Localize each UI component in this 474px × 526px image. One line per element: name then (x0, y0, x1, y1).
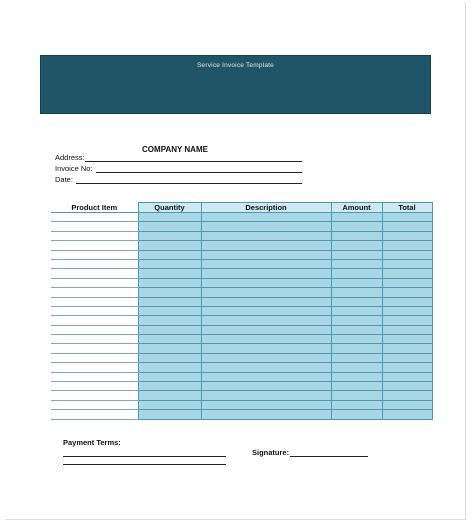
table-row (51, 410, 432, 419)
cell-total[interactable] (382, 269, 432, 278)
table-row (51, 335, 432, 344)
table-row (51, 222, 432, 231)
cell-product-item[interactable] (51, 213, 138, 222)
cell-quantity[interactable] (138, 259, 201, 268)
cell-quantity[interactable] (138, 241, 201, 250)
table-row (51, 363, 432, 372)
cell-total[interactable] (382, 335, 432, 344)
cell-product-item[interactable] (51, 259, 138, 268)
cell-description[interactable] (201, 241, 331, 250)
cell-quantity[interactable] (138, 288, 201, 297)
cell-product-item[interactable] (51, 400, 138, 409)
header-quantity: Quantity (138, 203, 201, 213)
cell-description[interactable] (201, 335, 331, 344)
table-row (51, 259, 432, 268)
cell-quantity[interactable] (138, 231, 201, 240)
cell-description[interactable] (201, 288, 331, 297)
cell-total[interactable] (382, 316, 432, 325)
cell-quantity[interactable] (138, 382, 201, 391)
cell-description[interactable] (201, 269, 331, 278)
cell-total[interactable] (382, 363, 432, 372)
cell-quantity[interactable] (138, 325, 201, 334)
table-body (51, 213, 432, 420)
header-description: Description (201, 203, 331, 213)
cell-description[interactable] (201, 363, 331, 372)
banner-title: Service Invoice Template (197, 62, 274, 69)
cell-total[interactable] (382, 391, 432, 400)
cell-amount[interactable] (331, 410, 382, 419)
cell-total[interactable] (382, 325, 432, 334)
table-row (51, 325, 432, 334)
cell-total[interactable] (382, 344, 432, 353)
date-line[interactable] (76, 183, 302, 184)
address-line[interactable] (85, 161, 302, 162)
cell-description[interactable] (201, 213, 331, 222)
cell-total[interactable] (382, 222, 432, 231)
cell-description[interactable] (201, 297, 331, 306)
cell-description[interactable] (201, 306, 331, 315)
header-amount: Amount (331, 203, 382, 213)
cell-amount[interactable] (331, 400, 382, 409)
cell-total[interactable] (382, 410, 432, 419)
cell-description[interactable] (201, 372, 331, 381)
cell-product-item[interactable] (51, 231, 138, 240)
table-row (51, 288, 432, 297)
cell-total[interactable] (382, 372, 432, 381)
cell-amount[interactable] (331, 306, 382, 315)
table-row (51, 372, 432, 381)
cell-quantity[interactable] (138, 400, 201, 409)
table-row (51, 306, 432, 315)
table-row (51, 382, 432, 391)
table-row (51, 353, 432, 362)
cell-description[interactable] (201, 344, 331, 353)
header-product-item: Product Item (51, 203, 138, 213)
cell-quantity[interactable] (138, 297, 201, 306)
cell-amount[interactable] (331, 297, 382, 306)
cell-amount[interactable] (331, 316, 382, 325)
cell-product-item[interactable] (51, 269, 138, 278)
cell-amount[interactable] (331, 372, 382, 381)
cell-product-item[interactable] (51, 344, 138, 353)
cell-amount[interactable] (331, 288, 382, 297)
cell-quantity[interactable] (138, 344, 201, 353)
table-row (51, 400, 432, 409)
table-row (51, 213, 432, 222)
cell-total[interactable] (382, 259, 432, 268)
cell-description[interactable] (201, 231, 331, 240)
cell-amount[interactable] (331, 241, 382, 250)
invoice-no-label: Invoice No: (55, 164, 93, 173)
cell-product-item[interactable] (51, 316, 138, 325)
payment-terms-label: Payment Terms: (63, 438, 121, 447)
payment-terms-line-1[interactable] (63, 456, 226, 457)
date-label: Date: (55, 175, 73, 184)
cell-product-item[interactable] (51, 222, 138, 231)
signature-line[interactable] (290, 456, 368, 457)
cell-product-item[interactable] (51, 278, 138, 287)
cell-amount[interactable] (331, 259, 382, 268)
signature-label: Signature: (252, 448, 290, 457)
cell-description[interactable] (201, 382, 331, 391)
cell-amount[interactable] (331, 335, 382, 344)
cell-description[interactable] (201, 316, 331, 325)
cell-quantity[interactable] (138, 363, 201, 372)
cell-amount[interactable] (331, 353, 382, 362)
payment-terms-line-2[interactable] (63, 464, 226, 465)
table-row (51, 316, 432, 325)
cell-total[interactable] (382, 241, 432, 250)
cell-amount[interactable] (331, 325, 382, 334)
cell-product-item[interactable] (51, 297, 138, 306)
table-row (51, 278, 432, 287)
cell-amount[interactable] (331, 213, 382, 222)
cell-total[interactable] (382, 400, 432, 409)
table-row (51, 231, 432, 240)
title-banner (40, 55, 431, 114)
table-row (51, 297, 432, 306)
cell-quantity[interactable] (138, 250, 201, 259)
cell-product-item[interactable] (51, 335, 138, 344)
table-row (51, 241, 432, 250)
cell-amount[interactable] (331, 231, 382, 240)
invoice-items-table (51, 202, 433, 420)
cell-amount[interactable] (331, 222, 382, 231)
cell-description[interactable] (201, 250, 331, 259)
table-row (51, 344, 432, 353)
table-header-row (51, 203, 432, 213)
cell-total[interactable] (382, 278, 432, 287)
cell-quantity[interactable] (138, 278, 201, 287)
invoice-no-line[interactable] (96, 172, 302, 173)
table-row (51, 250, 432, 259)
cell-amount[interactable] (331, 278, 382, 287)
cell-description[interactable] (201, 222, 331, 231)
cell-quantity[interactable] (138, 306, 201, 315)
company-name: COMPANY NAME (142, 145, 208, 154)
cell-amount[interactable] (331, 363, 382, 372)
cell-total[interactable] (382, 382, 432, 391)
cell-total[interactable] (382, 250, 432, 259)
cell-total[interactable] (382, 288, 432, 297)
cell-product-item[interactable] (51, 306, 138, 315)
cell-total[interactable] (382, 306, 432, 315)
cell-quantity[interactable] (138, 222, 201, 231)
cell-total[interactable] (382, 297, 432, 306)
cell-product-item[interactable] (51, 241, 138, 250)
table-row (51, 269, 432, 278)
cell-product-item[interactable] (51, 382, 138, 391)
cell-product-item[interactable] (51, 353, 138, 362)
cell-quantity[interactable] (138, 335, 201, 344)
cell-description[interactable] (201, 391, 331, 400)
cell-description[interactable] (201, 278, 331, 287)
header-total: Total (382, 203, 432, 213)
cell-quantity[interactable] (138, 213, 201, 222)
cell-description[interactable] (201, 400, 331, 409)
cell-amount[interactable] (331, 269, 382, 278)
cell-amount[interactable] (331, 344, 382, 353)
cell-quantity[interactable] (138, 410, 201, 419)
cell-product-item[interactable] (51, 410, 138, 419)
cell-total[interactable] (382, 231, 432, 240)
cell-description[interactable] (201, 353, 331, 362)
cell-quantity[interactable] (138, 269, 201, 278)
cell-amount[interactable] (331, 391, 382, 400)
cell-description[interactable] (201, 325, 331, 334)
cell-product-item[interactable] (51, 372, 138, 381)
cell-product-item[interactable] (51, 250, 138, 259)
cell-product-item[interactable] (51, 391, 138, 400)
cell-quantity[interactable] (138, 391, 201, 400)
cell-description[interactable] (201, 410, 331, 419)
cell-amount[interactable] (331, 250, 382, 259)
cell-amount[interactable] (331, 382, 382, 391)
cell-product-item[interactable] (51, 288, 138, 297)
cell-total[interactable] (382, 353, 432, 362)
cell-quantity[interactable] (138, 316, 201, 325)
cell-total[interactable] (382, 213, 432, 222)
cell-quantity[interactable] (138, 353, 201, 362)
cell-quantity[interactable] (138, 372, 201, 381)
address-label: Address: (55, 153, 85, 162)
cell-description[interactable] (201, 259, 331, 268)
cell-product-item[interactable] (51, 363, 138, 372)
table-row (51, 391, 432, 400)
cell-product-item[interactable] (51, 325, 138, 334)
